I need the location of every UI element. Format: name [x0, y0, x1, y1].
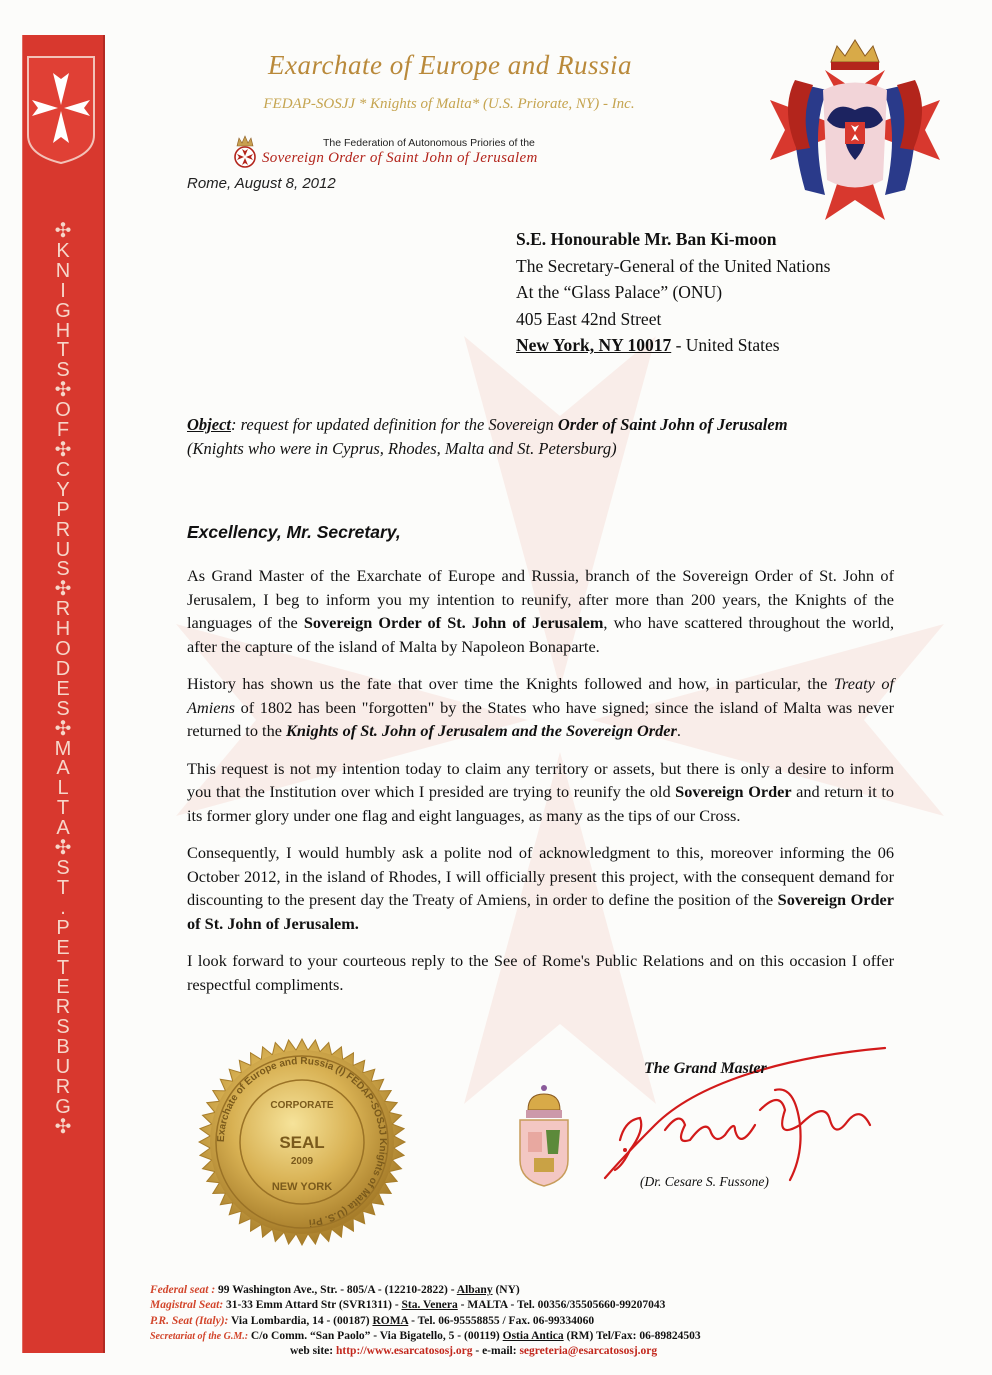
text: C/o Comm. “San Paolo” - Via Bigatello, 5 - (00119) [248, 1329, 503, 1342]
letterhead-title: Exarchate of Europe and Russia [268, 50, 632, 80]
text: , who have scattered throughout the world, after the capture of the island of Malta by Napoleon Bonaparte. [187, 613, 895, 656]
object-text: : request for updated definition for the Sovereign [230, 415, 558, 434]
text: Ostia Antica [502, 1329, 564, 1342]
order-name: Sovereign Order of Saint John of Jerusalem [262, 150, 538, 166]
footer-line-federal [150, 1283, 950, 1298]
salutation: Excellency, Mr. Secretary, [187, 522, 401, 542]
text: web site: [290, 1345, 336, 1358]
addressee-country: - United States [671, 335, 780, 355]
seal-word: SEAL [279, 1133, 325, 1152]
object-line [187, 413, 897, 461]
footer-label: Federal seat : [150, 1284, 216, 1296]
small-coat-of-arms-icon [514, 1080, 574, 1190]
footer-line-pr [150, 1314, 950, 1329]
text: - MALTA - Tel. 00356/35505660-99207043 [457, 1299, 666, 1312]
text: - e-mail: [472, 1345, 520, 1358]
text: 99 Washington Ave., Str. - 805/A - (12210-2822) - [215, 1284, 457, 1296]
addressee-city: New York, NY 10017 [516, 335, 672, 355]
text: . [676, 721, 681, 740]
text: (NY) [492, 1284, 520, 1296]
text-bold: Sovereign Order [675, 782, 792, 801]
letter-date: Rome, August 8, 2012 [187, 175, 336, 192]
text-bold: Sovereign Order of St. John of Jerusalem [303, 613, 604, 632]
text-bold-italic: Knights of St. John of Jerusalem and the Sovereign Order [286, 721, 677, 740]
text: As Grand Master of the Exarchate of Europe and Russia, branch of the Sovereign Order of St. John of Jerusalem, I beg to inform you my intention to reunify, after more than 200 years, the Knights of the languages of the [187, 566, 894, 632]
text: and return it to its former glory under one flag and eight languages, as many as the tips of our Cross. [187, 782, 894, 825]
signature-title: The Grand Master [644, 1060, 767, 1077]
seal-outer-text: Exarchate of Europe and Russia (I) FEDAP-SOSJJ Knights of Malta (U.S. Pri [215, 1055, 389, 1228]
gold-seal-icon [198, 1038, 406, 1246]
text: Via Lombardia, 14 - (00187) [228, 1314, 373, 1327]
text: History has shown us the fate that over time the Knights followed and how, in particular, the [187, 674, 834, 693]
footer-line-secretariat [150, 1329, 950, 1344]
footer-label: P.R. Seat (Italy): [150, 1314, 229, 1327]
text: Albany [456, 1284, 493, 1296]
object-label: Object [187, 415, 231, 434]
addressee-street: 405 East 42nd Street [516, 308, 662, 329]
object-bold: Order of Saint John of Jerusalem [557, 415, 788, 434]
text-bold: Sovereign Order of St. John of Jerusalem. [187, 890, 894, 933]
federation-line: The Federation of Autonomous Priories of the [323, 137, 535, 149]
footer [150, 1283, 950, 1359]
letterhead-subtitle: FEDAP-SOSJJ * Knights of Malta* (U.S. Priorate, NY) - Inc. [263, 96, 635, 112]
addressee-place: At the “Glass Palace” (ONU) [516, 282, 723, 302]
text: Sta. Venera [401, 1299, 458, 1312]
text: This request is not my intention today to claim any territory or assets, but there is only a desire to inform you that the Institution over which I presided are trying to reunify the old [187, 758, 894, 801]
seal-city: NEW YORK [271, 1181, 333, 1193]
email-link[interactable]: segreteria@esarcatososj.org [519, 1345, 658, 1358]
text: 31-33 Emm Attard Str (SVR1311) - [223, 1299, 402, 1312]
text: of 1802 has been "forgotten" by the States who have signed; since the island of Malta was never returned to the [187, 697, 894, 740]
text: - Tel. 06-95558855 / Fax. 06-99334060 [408, 1314, 595, 1327]
footer-line-web [150, 1344, 950, 1359]
coat-of-arms-icon [765, 30, 945, 225]
addressee-title: The Secretary-General of the United Nations [516, 255, 831, 276]
seal-year: 2009 [290, 1156, 314, 1167]
paragraph-1 [187, 564, 894, 658]
footer-line-magistral [150, 1298, 950, 1313]
text-italic: Treaty of Amiens [187, 674, 894, 717]
addressee-name: S.E. Honourable Mr. Ban Ki-moon [516, 229, 777, 249]
text: ROMA [372, 1314, 409, 1327]
sidebar-vertical-text: ✣ K N I G H T S ✣ O F ✣ C Y P R U S ✣ R H O D E S ✣ M A L T A ✣ S T . P E T E R S B U R G ✣ [54, 220, 72, 1138]
paragraph-4 [187, 841, 894, 935]
maltese-cross-shield-icon [26, 55, 96, 165]
paragraph-3 [187, 757, 894, 828]
seal-corporate: CORPORATE [270, 1100, 334, 1111]
addressee-block [516, 226, 936, 359]
signature-name: (Dr. Cesare S. Fussone) [640, 1174, 769, 1189]
object-line2: (Knights who were in Cyprus, Rhodes, Malta and St. Petersburg) [187, 439, 617, 458]
crown-cross-emblem-icon [232, 132, 258, 170]
footer-label: Secretariat of the G.M.: [150, 1330, 249, 1342]
paragraph-2 [187, 672, 894, 743]
footer-label: Magistral Seat: [150, 1299, 224, 1312]
text: (RM) Tel/Fax: 06-89824503 [563, 1329, 701, 1342]
text: Consequently, I would humbly ask a polite nod of acknowledgment to this, moreover informing the 06 October 2012, in the island of Rhodes, I will officially present this project, with the consequent demand for discounting to the present day the Treaty of Amiens, in order to define the position of the [187, 843, 894, 909]
paragraph-5: I look forward to your courteous reply to the See of Rome's Public Relations and on this occasion I offer respectful compliments. [187, 951, 894, 994]
letter-body [187, 564, 894, 1010]
website-link[interactable]: http://www.esarcatososj.org [336, 1345, 473, 1358]
